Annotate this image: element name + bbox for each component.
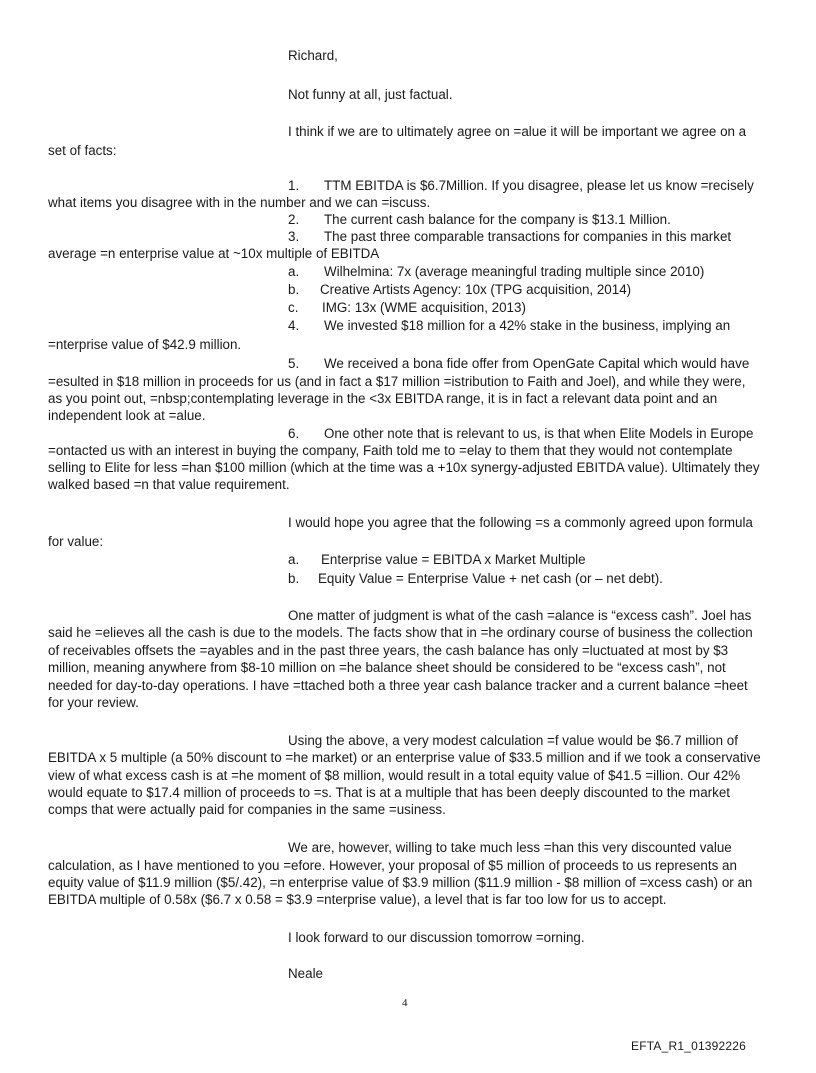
opening-line: Not funny at all, just factual.	[288, 87, 453, 102]
fact-1-number: 1.	[288, 178, 300, 193]
comp-b-label: b.	[288, 282, 300, 297]
comp-a-label: a.	[288, 264, 300, 279]
cash-para-line-4: million, meaning anywhere from $8-10 million on =he balance sheet should be considered to be “excess cash”, not	[48, 660, 726, 675]
offer-para-line-3: equity value of $11.9 million ($5/.42), =n enterprise value of $3.9 million ($11.9 million - $8 million of =xcess cash) or an	[48, 875, 753, 890]
cash-para-line-1: One matter of judgment is what of the cash =alance is “excess cash”. Joel has	[288, 608, 752, 623]
fact-5-line-4: independent look at =alue.	[48, 408, 206, 423]
calc-para-line-5: comps that were actually paid for companies in the same =usiness.	[48, 802, 446, 817]
fact-3-line-2: average =n enterprise value at ~10x multiple of EBITDA	[48, 246, 380, 261]
fact-6-line-1: One other note that is relevant to us, is that when Elite Models in Europe	[324, 426, 754, 441]
fact-2-number: 2.	[288, 212, 300, 227]
cash-para-line-3: of receivables offsets the =ayables and in the past three years, the cash balance has only =luctuated at most by $3	[48, 643, 729, 658]
cash-para-line-2: said he =elieves all the cash is due to the models. The facts show that in =he ordinary course of business the collection	[48, 625, 753, 640]
fact-6-line-4: walked based =n that value requirement.	[48, 477, 290, 492]
fact-2-line-1: The current cash balance for the company is $13.1 Million.	[324, 212, 671, 227]
fact-1-line-1: TTM EBITDA is $6.7Million. If you disagree, please let us know =recisely	[324, 178, 754, 193]
formula-intro-line-2: for value:	[48, 534, 104, 549]
offer-para-line-1: We are, however, willing to take much less =han this very discounted value	[288, 840, 732, 855]
formula-intro-line-1: I would hope you agree that the following =s a commonly agreed upon formula	[288, 515, 753, 530]
formula-a-label: a.	[288, 552, 300, 567]
fact-5-line-3: as you point out, =nbsp;contemplating leverage in the <3x EBITDA range, it is in fact a relevant data point and an	[48, 391, 718, 406]
fact-6-number: 6.	[288, 426, 300, 441]
cash-para-line-6: for your review.	[48, 695, 139, 710]
fact-5-number: 5.	[288, 356, 300, 371]
fact-5-line-1: We received a bona fide offer from OpenGate Capital which would have	[324, 356, 750, 371]
fact-3-line-1: The past three comparable transactions for companies in this market	[324, 229, 732, 244]
signature: Neale	[288, 966, 323, 981]
fact-4-line-1: We invested $18 million for a 42% stake in the business, implying an	[324, 318, 731, 333]
fact-4-line-2: =nterprise value of $42.9 million.	[48, 337, 242, 352]
closing-line: I look forward to our discussion tomorrow =orning.	[288, 930, 585, 945]
fact-6-line-2: =ontacted us with an interest in buying the company, Faith told me to =elay to them that they would not contemplate	[48, 443, 733, 458]
calc-para-line-2: EBITDA x 5 multiple (a 50% discount to =he market) or an enterprise value of $33.5 million and if we took a conservative	[48, 750, 761, 765]
intro-line-1: I think if we are to ultimately agree on =alue it will be important we agree on a	[288, 124, 747, 139]
fact-5-line-2: =esulted in $18 million in proceeds for us (and in fact a $17 million =istribution to Faith and Joel), and while they were,	[48, 374, 746, 389]
comp-c-label: c.	[288, 300, 299, 315]
formula-b-label: b.	[288, 571, 300, 586]
salutation: Richard,	[288, 48, 338, 63]
fact-6-line-3: selling to Elite for less =han $100 million (which at the time was a +10x synergy-adjusted EBITDA value). Ultimately they	[48, 460, 760, 475]
offer-para-line-2: calculation, as I have mentioned to you =efore. However, your proposal of $5 million of proceeds to us represents an	[48, 858, 737, 873]
comp-a-text: Wilhelmina: 7x (average meaningful trading multiple since 2010)	[324, 264, 705, 279]
page-number: 4	[402, 997, 408, 1009]
formula-a-text: Enterprise value = EBITDA x Market Multiple	[321, 552, 586, 567]
offer-para-line-4: EBITDA multiple of 0.58x ($6.7 x 0.58 = $3.9 =nterprise value), a level that is far too low for us to accept.	[48, 892, 667, 907]
fact-3-number: 3.	[288, 229, 300, 244]
calc-para-line-3: view of what excess cash is at =he moment of $8 million, would result in a total equity value of $41.5 =illion. Our 42%	[48, 768, 741, 783]
comp-b-text: Creative Artists Agency: 10x (TPG acquisition, 2014)	[320, 282, 632, 297]
fact-4-number: 4.	[288, 318, 300, 333]
intro-line-2: set of facts:	[48, 143, 117, 158]
cash-para-line-5: needed for day-to-day operations. I have =ttached both a three year cash balance tracker and a current balance =heet	[48, 678, 748, 693]
fact-1-line-2: what items you disagree with in the number and we can =iscuss.	[48, 195, 431, 210]
calc-para-line-1: Using the above, a very modest calculation =f value would be $6.7 million of	[288, 733, 738, 748]
comp-c-text: IMG: 13x (WME acquisition, 2013)	[322, 300, 526, 315]
document-id-footer: EFTA_R1_01392226	[631, 1039, 747, 1053]
formula-b-text: Equity Value = Enterprise Value + net cash (or – net debt).	[318, 571, 663, 586]
calc-para-line-4: would equate to $17.4 million of proceeds to =s. That is at a multiple that has been deeply discounted to the market	[48, 785, 730, 800]
